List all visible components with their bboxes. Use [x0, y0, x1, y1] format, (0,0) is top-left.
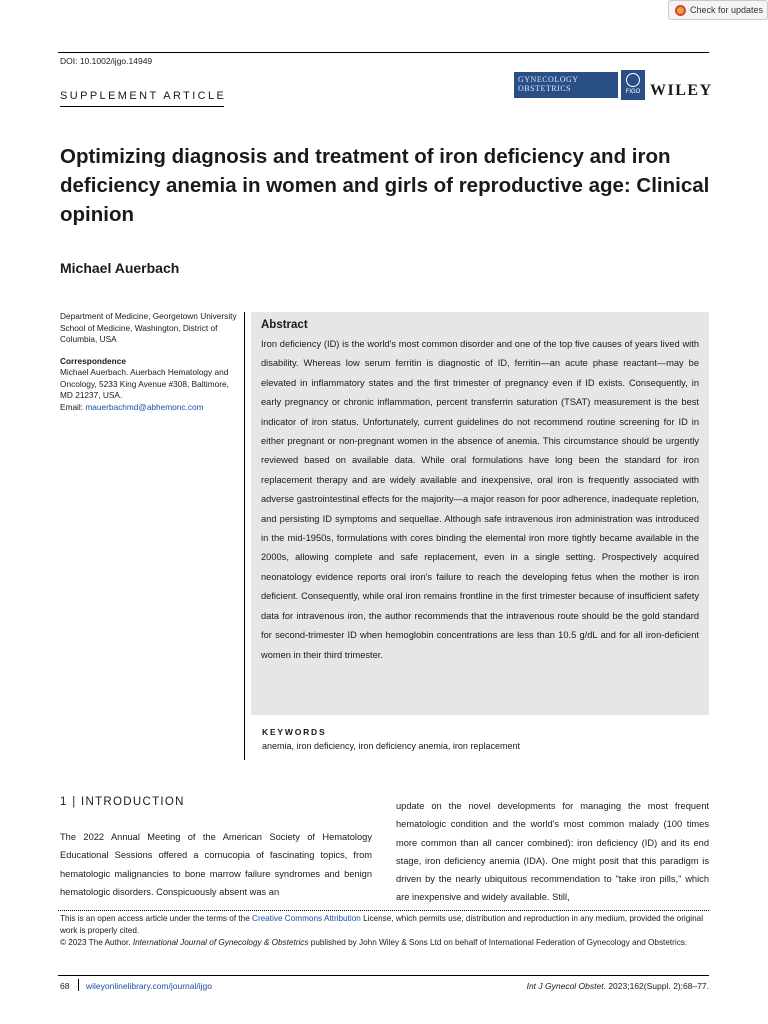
- abstract-heading: Abstract: [261, 319, 308, 331]
- license-post: License, which permits use, distribution and reproduction in any medium, provided the original work is properly cited.: [60, 914, 704, 935]
- license-line: [60, 913, 710, 937]
- figo-logo[interactable]: [621, 70, 645, 100]
- intro-right-column: update on the novel developments for managing the most frequent hematologic condition and the world's most common malady (100 times more common than all cancer combined): iron deficiency (ID) and its end stage, iron deficiency anemia (IDA). One might posit that this paradigm is driven by the nearly ubiquitous recommendation to "take iron pills," which are inexpensive and widely available. Still,: [396, 801, 709, 903]
- column-divider: [244, 312, 245, 760]
- article-type: SUPPLEMENT ARTICLE: [60, 90, 227, 102]
- correspondence-heading: Correspondence: [60, 355, 126, 366]
- journal-logo-line1: GYNECOLOGY: [518, 75, 579, 84]
- publisher-logo[interactable]: WILEY: [650, 82, 713, 99]
- journal-logo-line2: OBSTETRICS: [518, 84, 572, 93]
- abstract-text: Iron deficiency (ID) is the world's most common disorder and one of the top five causes of years lived with disability. Whereas low serum ferritin is diagnostic of ID, ferritin—an acute phase reactant—may be elevated in inflammatory states and the first trimester of pregnancy even if ID exists. Consequently, in early pregnancy or chronic inflammation, percent transferrin saturation (TSAT) measurement is the best indicator of iron status. Unfortunately, current guidelines do not recommend routine screening for ID in either pregnant or non-pregnant women in the absence of anemia. This circumstance should be urgently reviewed based on available data. While oral formulations have long been the standard for iron replacement therapy and are widely available and inexpensive, oral iron is frequently associated with adverse gastrointestinal effects for the majority—a major reason for poor adherence, inadequate repletion, and persisting ID symptoms and sequellae. Although safe intravenous iron administration was introduced in the mid-1950s, formulations with cores binding the elemental iron more tightly became available in the 2000s, allowing complete and safe replacement, even in a single setting. Prospectively acquired neonatology evidence reports oral iron's failure to reach the developing fetus when the mother is iron deficient. Consequently, while oral iron remains frontline in the first trimester because of insufficient safety data for intravenous iron, the author recommends that the intravenous route should be the gold standard for second-trimester ID when hemoglobin concentrations are less than 10.5 g/dL and for all iron-deficient women in their third trimester.: [261, 339, 699, 660]
- keywords-text: anemia, iron deficiency, iron deficiency anemia, iron replacement: [262, 741, 520, 751]
- email-label: Email:: [60, 401, 86, 412]
- doi[interactable]: DOI: 10.1002/ijgo.14949: [60, 56, 153, 66]
- footer-rule: [58, 975, 709, 976]
- figo-emblem-icon: [626, 73, 640, 87]
- correspondence-text: Michael Auerbach. Auerbach Hematology and Oncology, 5233 King Avenue #308, Baltimore, MD 21237, USA.: [60, 367, 229, 400]
- email-line: [60, 402, 240, 414]
- copyright-post: published by John Wiley & Sons Ltd on behalf of International Federation of Gynecology and Obstetrics.: [308, 937, 688, 947]
- intro-left-column: The 2022 Annual Meeting of the American Society of Hematology Educational Sessions offered a cornucopia of fascinating topics, from hematologic malignancies to bone marrow failure syndromes and benign hematologic disorders. Conspicuously absent was an: [60, 832, 372, 897]
- section-heading-introduction: 1 | INTRODUCTION: [60, 796, 185, 808]
- affiliation-block: [60, 311, 240, 413]
- license-link[interactable]: Creative Commons Attribution: [252, 914, 361, 923]
- journal-site-link[interactable]: wileyonlinelibrary.com/journal/ijgo: [86, 981, 212, 991]
- figo-label: FIGO: [625, 89, 641, 95]
- abstract-box: [251, 312, 709, 715]
- copyright-pre: © 2023 The Author.: [60, 937, 133, 947]
- footnote: [60, 913, 710, 948]
- check-for-updates-button[interactable]: [668, 0, 768, 20]
- page-number: 68: [60, 981, 70, 991]
- citation: [527, 981, 709, 991]
- footer-separator: [78, 979, 79, 991]
- copyright-journal: International Journal of Gynecology & Obstetrics: [132, 937, 309, 947]
- journal-logo[interactable]: [514, 72, 618, 98]
- article-title: Optimizing diagnosis and treatment of iron deficiency and iron deficiency anemia in women and girls of reproductive age: Clinical opinion: [60, 145, 710, 226]
- copyright-line: [60, 937, 710, 949]
- article-type-rule: [60, 106, 224, 107]
- email-link[interactable]: mauerbachmd@abhemonc.com: [85, 401, 204, 412]
- top-rule: [58, 52, 709, 53]
- keywords-heading: KEYWORDS: [262, 727, 327, 737]
- author-name: Michael Auerbach: [60, 260, 180, 276]
- check-updates-label: Check for updates: [690, 5, 764, 15]
- license-pre: This is an open access article under the terms of the: [60, 914, 253, 923]
- citation-journal: Int J Gynecol Obstet.: [526, 981, 606, 991]
- affiliation-department: Department of Medicine, Georgetown University School of Medicine, Washington, District of Columbia, USA: [60, 311, 237, 344]
- check-updates-icon: [675, 5, 686, 16]
- footnote-divider: [58, 910, 709, 911]
- citation-rest: 2023;162(Suppl. 2):68–77.: [605, 981, 709, 991]
